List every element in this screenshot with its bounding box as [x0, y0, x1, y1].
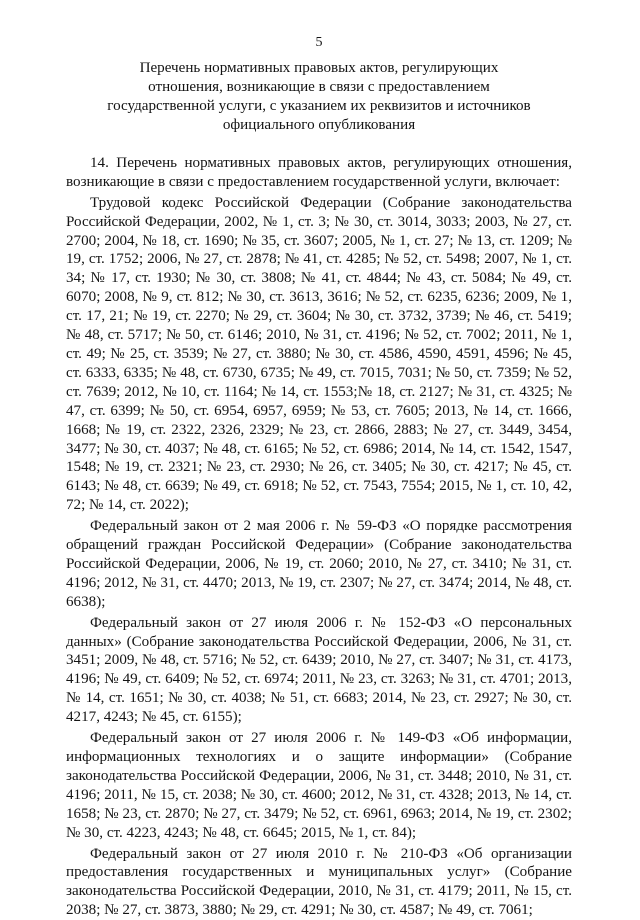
document-title: [66, 59, 572, 135]
title-line: официального опубликования: [222, 116, 416, 133]
paragraph-labor-code: Трудовой кодекс Российской Федерации (Собрание законодательства Российской Федерации, 2002, № 1, ст. 3; № 30, ст. 3014, 3033; 2003, № 27, ст. 2700; 2004, № 18, ст. 1690; № 35, ст. 3607; 2005, № 1, ст. 27; № 13, ст. 1209; № 19, ст. 1752; 2006, № 27, ст. 2878; № 41, ст. 4285; № 52, ст. 5498; 2007, № 1, ст. 34; № 17, ст. 1930; № 30, ст. 3808; № 41, ст. 4844; № 43, ст. 5084; № 49, ст. 6070; 2008, № 9, ст. 812; № 30, ст. 3613, 3616; № 52, ст. 6235, 6236; 2009, № 1, ст. 17, 21; № 19, ст. 2270; № 29, ст. 3604; № 30, ст. 3732, 3739; № 46, ст. 5419; № 48, ст. 5717; № 50, ст. 6146; 2010, № 31, ст. 4196; № 52, ст. 7002; 2011, № 1, ст. 49; № 25, ст. 3539; № 27, ст. 3880; № 30, ст. 4586, 4590, 4591, 4596; № 45, ст. 6333, 6335; № 48, ст. 6730, 6735; № 49, ст. 7015, 7031; № 50, ст. 7359; № 52, ст. 7639; 2012, № 10, ст. 1164; № 14, ст. 1553;№ 18, ст. 2127; № 31, ст. 4325; № 47, ст. 6399; № 50, ст. 6954, 6957, 6959; № 53, ст. 7605; 2013, № 14, ст. 1666, 1668; № 19, ст. 2322, 2326, 2329; № 23, ст. 2866, 2883; № 27, ст. 3449, 3454, 3477; № 30, ст. 4037; № 48, ст. 6165; № 52, ст. 6986; 2014, № 14, ст. 1542, 1547, 1548; № 19, ст. 2321; № 23, ст. 2930; № 26, ст. 3405; № 30, ст. 4217; № 45, ст. 6143; № 48, ст. 6639; № 49, ст. 6918; № 52, ст. 7543, 7554; 2015, № 1, ст. 10, 42, 72; № 14, ст. 2022);: [66, 194, 572, 514]
document-body: [66, 154, 572, 920]
paragraph-law-152fz: Федеральный закон от 27 июля 2006 г. № 152-ФЗ «О персональных данных» (Собрание законодательства Российской Федерации, 2006, № 31, ст. 3451; 2009, № 48, ст. 5716; № 52, ст. 6439; 2010, № 27, ст. 3407; № 31, ст. 4173, 4196; № 49, ст. 6409; № 52, ст. 6974; 2011, № 23, ст. 3263; № 31, ст. 4701; 2013, № 14, ст. 1651; № 30, ст. 4038; № 51, ст. 6683; 2014, № 23, ст. 2927; № 30, ст. 4217, 4243; № 45, ст. 6155);: [66, 614, 572, 726]
title-line: отношения, возникающие в связи с предоставлением: [148, 78, 490, 95]
paragraph-law-149fz: Федеральный закон от 27 июля 2006 г. № 149-ФЗ «Об информации, информационных технологиях и о защите информации» (Собрание законодательства Российской Федерации, 2006, № 31, ст. 3448; 2010, № 31, ст. 4196; 2011, № 15, ст. 2038; № 30, ст. 4600; 2012, № 31, ст. 4328; 2013, № 14, ст. 1658; № 23, ст. 2870; № 27, ст. 3479; № 52, ст. 6961, 6963; 2014, № 19, ст. 2302; № 30, ст. 4223, 4243; № 48, ст. 6645; 2015, № 1, ст. 84);: [66, 730, 572, 841]
paragraph-law-59fz: Федеральный закон от 2 мая 2006 г. № 59-ФЗ «О порядке рассмотрения обращений граждан Российской Федерации» (Собрание законодательства Российской Федерации, 2006, № 19, ст. 2060; 2010, № 27, ст. 3410; № 31, ст. 4196; 2012, № 31, ст. 4470; 2013, № 19, ст. 2307; № 27, ст. 3474; 2014, № 48, ст. 6638);: [66, 518, 572, 610]
title-line: Перечень нормативных правовых актов, регулирующих: [139, 59, 499, 76]
title-line: государственной услуги, с указанием их реквизитов и источников: [107, 97, 531, 114]
page-number: 5: [315, 35, 323, 50]
paragraph-law-210fz: Федеральный закон от 27 июля 2010 г. № 210-ФЗ «Об организации предоставления государственных и муниципальных услуг» (Собрание законодательства Российской Федерации, 2010, № 31, ст. 4179; 2011, № 15, ст. 2038; № 27, ст. 3873, 3880; № 29, ст. 4291; № 30, ст. 4587; № 49, ст. 7061;: [66, 845, 572, 919]
paragraph-intro: 14. Перечень нормативных правовых актов, регулирующих отношения, возникающие в связи с предоставлением государственной услуги, включает:: [66, 154, 572, 190]
